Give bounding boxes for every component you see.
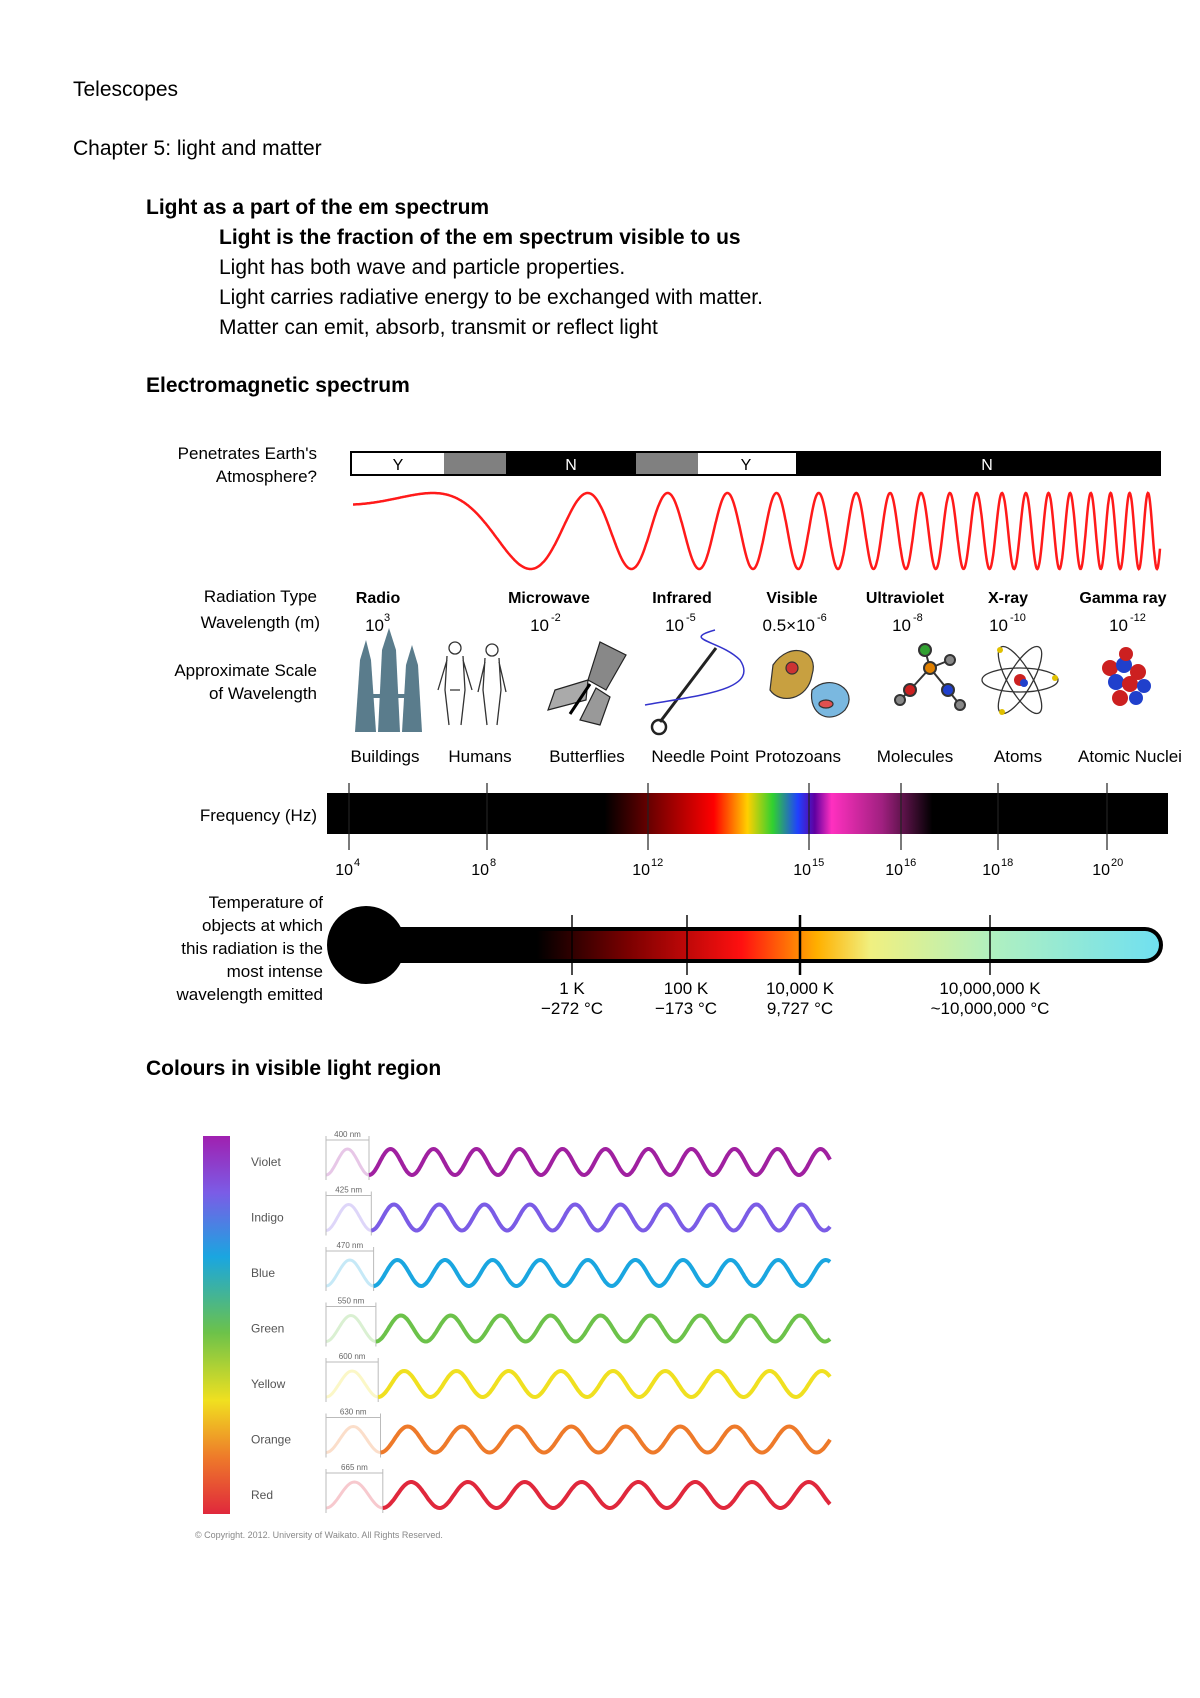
- temp-c-2: −173 °C: [654, 999, 718, 1018]
- wave-indigo: [371, 1205, 830, 1231]
- reference-wave-orange: [326, 1427, 381, 1453]
- colour-name-blue: Blue: [251, 1266, 276, 1280]
- wl-exp-gamma: -12: [1130, 612, 1146, 624]
- reference-wave-yellow: [326, 1371, 378, 1397]
- temp-k-1: 1 K: [559, 979, 585, 998]
- colour-name-violet: Violet: [251, 1155, 281, 1169]
- freq-tick-3: 10: [632, 862, 650, 879]
- type-infrared: Infrared: [652, 590, 712, 607]
- wave-yellow: [378, 1371, 830, 1397]
- penetrates-label-1: Penetrates Earth's: [177, 444, 317, 463]
- colour-name-indigo: Indigo: [251, 1210, 284, 1225]
- colour-name-red: Red: [251, 1488, 274, 1502]
- type-gamma: Gamma ray: [1079, 590, 1167, 607]
- temp-c-1: −272 °C: [540, 999, 604, 1018]
- copyright-text: © Copyright. 2012. University of Waikato. All Rights Reserved.: [195, 1530, 443, 1540]
- frequency-label: Frequency (Hz): [199, 806, 317, 825]
- bullet-3: Light carries radiative energy to be exchanged with matter.: [219, 286, 763, 309]
- doc-title: Telescopes: [73, 78, 179, 101]
- wavelength-label-violet: 400 nm: [334, 1130, 361, 1139]
- scale-humans: Humans: [448, 747, 512, 766]
- wavelength-label-blue: 470 nm: [336, 1241, 364, 1250]
- wave-violet: [369, 1149, 830, 1175]
- wavelength-label: Wavelength (m): [200, 613, 320, 632]
- colour-name-yellow: Yellow: [251, 1377, 286, 1391]
- wl-exp-visible: -6: [817, 612, 827, 624]
- wl-radio: 10: [365, 616, 384, 635]
- bullet-2: Light has both wave and particle properties.: [219, 256, 626, 279]
- wl-exp-radio: 3: [384, 612, 391, 624]
- type-visible: Visible: [766, 590, 818, 607]
- freq-tick-6: 10: [982, 862, 1000, 879]
- wavelength-label-orange: 630 nm: [339, 1407, 367, 1417]
- freq-tick-1: 10: [335, 862, 353, 879]
- reference-wave-indigo: [326, 1205, 371, 1231]
- type-microwave: Microwave: [508, 590, 590, 607]
- scale-butterflies: Butterflies: [549, 747, 625, 766]
- radiation-type-label: Radiation Type: [203, 587, 317, 606]
- wavelength-label-red: 665 nm: [341, 1463, 368, 1472]
- reference-wave-blue: [326, 1260, 374, 1286]
- bullet-4: Matter can emit, absorb, transmit or reflect light: [219, 316, 658, 339]
- freq-tick-2: 10: [471, 862, 489, 879]
- scale-atomic-nuclei: Atomic Nuclei: [1078, 747, 1182, 766]
- freq-exp-3: 12: [651, 857, 664, 869]
- scale-atoms: Atoms: [993, 747, 1043, 766]
- wl-exp-ultraviolet: -8: [913, 612, 923, 624]
- freq-tick-4: 10: [793, 862, 811, 879]
- scale-molecules: Molecules: [876, 747, 954, 766]
- wl-microwave: 10: [530, 616, 549, 635]
- wl-exp-microwave: -2: [551, 612, 561, 624]
- scale-label-2: of Wavelength: [208, 684, 317, 703]
- atm-label-n1: N: [565, 457, 577, 474]
- scale-protozoans: Protozoans: [755, 747, 841, 766]
- visible-spectrum-bar: [203, 1136, 230, 1514]
- colour-rows: [251, 1130, 830, 1513]
- type-xray: X-ray: [987, 590, 1029, 607]
- wave-blue: [374, 1260, 830, 1286]
- wavelength-label-yellow: 600 nm: [338, 1352, 366, 1361]
- wl-gamma: 10: [1109, 616, 1128, 635]
- chapter-heading: Chapter 5: light and matter: [73, 137, 322, 160]
- wave-orange: [381, 1427, 831, 1453]
- freq-tick-7: 10: [1092, 862, 1110, 879]
- temp-c-4: ~10,000,000 °C: [930, 999, 1050, 1018]
- wl-exp-xray: -10: [1010, 612, 1026, 624]
- freq-exp-2: 8: [490, 857, 497, 869]
- freq-exp-4: 15: [812, 857, 825, 869]
- atm-label-y1: Y: [392, 457, 404, 474]
- freq-exp-7: 20: [1111, 857, 1124, 869]
- atm-label-n2: N: [981, 457, 993, 474]
- temp-label-2: objects at which: [202, 916, 323, 935]
- scale-label-1: Approximate Scale: [174, 661, 317, 680]
- wl-xray: 10: [989, 616, 1008, 635]
- temp-label-3: this radiation is the: [181, 939, 323, 958]
- temp-k-4: 10,000,000 K: [939, 979, 1041, 998]
- wl-exp-infrared: -5: [686, 612, 696, 624]
- colour-name-orange: Orange: [251, 1432, 292, 1447]
- section-heading-em: Electromagnetic spectrum: [146, 374, 410, 397]
- wave-red: [383, 1482, 830, 1508]
- freq-exp-1: 4: [354, 857, 361, 869]
- reference-wave-red: [326, 1482, 383, 1508]
- wl-infrared: 10: [665, 616, 684, 635]
- wavelength-label-green: 550 nm: [337, 1296, 365, 1306]
- type-radio: Radio: [355, 590, 401, 607]
- section-heading-light: Light as a part of the em spectrum: [146, 196, 490, 219]
- bullet-1: Light is the fraction of the em spectrum visible to us: [219, 226, 741, 249]
- colour-name-green: Green: [251, 1321, 285, 1336]
- scale-needle-point: Needle Point: [651, 747, 749, 766]
- temp-label-5: wavelength emitted: [176, 985, 323, 1004]
- temp-k-3: 10,000 K: [765, 979, 835, 998]
- temp-label-1: Temperature of: [208, 893, 323, 912]
- temp-label-4: most intense: [226, 962, 323, 981]
- wl-ultraviolet: 10: [892, 616, 911, 635]
- temp-c-3: 9,727 °C: [766, 999, 834, 1018]
- atm-label-y2: Y: [740, 457, 752, 474]
- section-heading-colours: Colours in visible light region: [146, 1057, 442, 1080]
- freq-exp-6: 18: [1001, 857, 1014, 869]
- penetrates-label-2: Atmosphere?: [215, 467, 317, 486]
- wave-green: [376, 1316, 830, 1342]
- temp-k-2: 100 K: [663, 979, 709, 998]
- reference-wave-green: [326, 1316, 376, 1342]
- reference-wave-violet: [326, 1149, 369, 1175]
- freq-exp-5: 16: [904, 857, 917, 869]
- freq-tick-5: 10: [885, 862, 903, 879]
- scale-buildings: Buildings: [350, 747, 420, 766]
- wl-visible: 0.5×10: [762, 616, 815, 635]
- wavelength-label-indigo: 425 nm: [335, 1185, 362, 1195]
- type-ultraviolet: Ultraviolet: [865, 590, 945, 607]
